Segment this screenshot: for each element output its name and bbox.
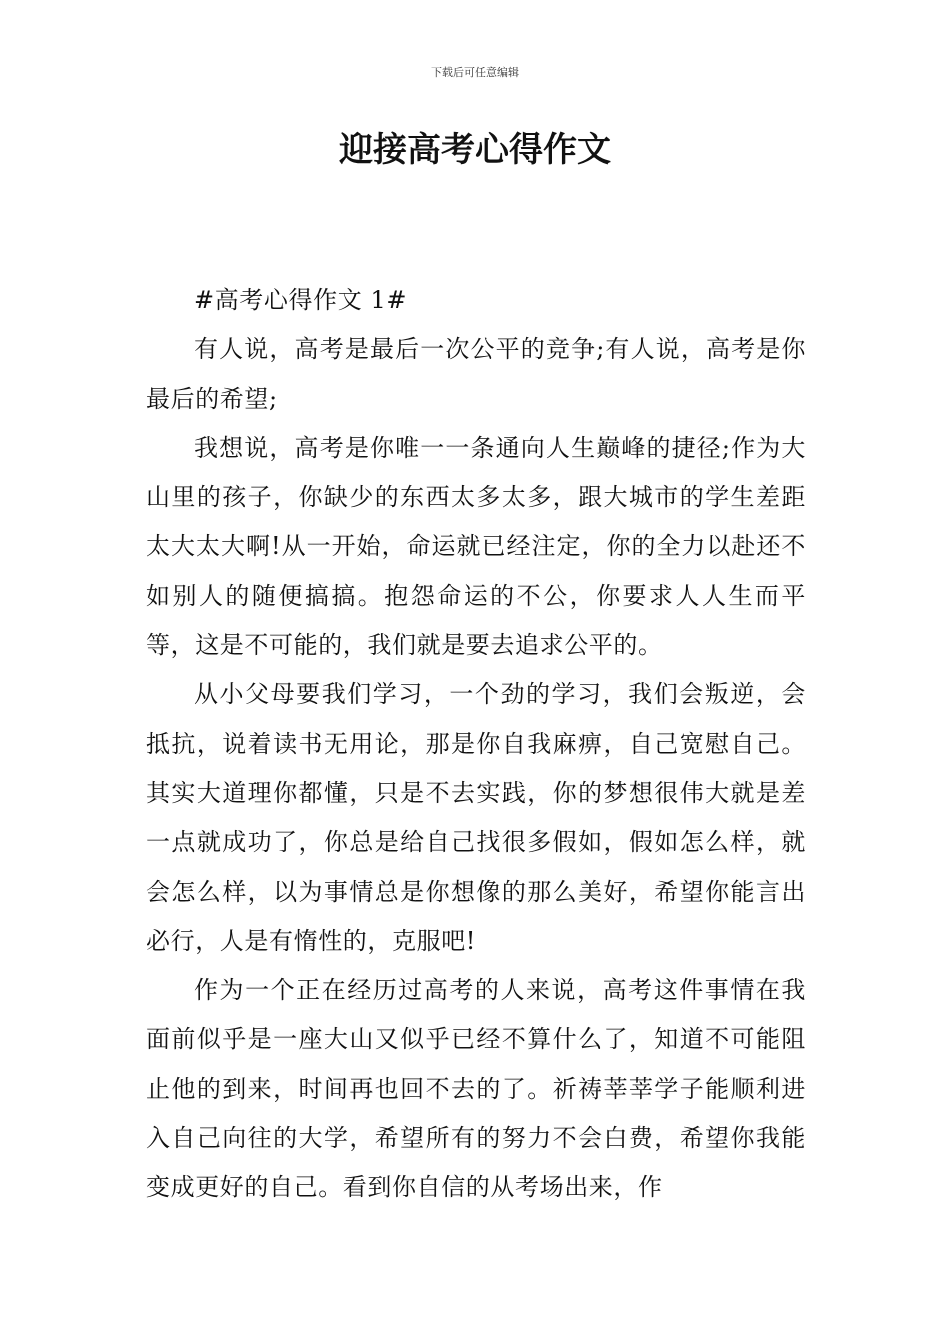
body-paragraph: 我想说，高考是你唯一一条通向人生巅峰的捷径;作为大山里的孩子，你缺少的东西太多太多，跟大城市的学生差距太大太大啊!从一开始，命运就已经注定，你的全力以赴还不如别人的随便搞搞。抱怨命运的不公，你要求人人生而平等，这是不可能的，我们就是要去追求公平的。 xyxy=(146,433,806,660)
section-heading: #高考心得作文 1# xyxy=(194,286,408,314)
document-body xyxy=(146,276,806,1213)
body-paragraph: 从小父母要我们学习，一个劲的学习，我们会叛逆，会抵抗，说着读书无用论，那是你自我麻痹，自己宽慰自己。其实大道理你都懂，只是不去实践，你的梦想很伟大就是差一点就成功了，你总是给自己找很多假如，假如怎么样，就会怎么样，以为事情总是你想像的那么美好，希望你能言出必行，人是有惰性的，克服吧! xyxy=(146,680,806,955)
header-note: 下载后可任意编辑 xyxy=(431,66,519,79)
document-title: 迎接高考心得作文 xyxy=(339,130,611,170)
body-paragraph: 有人说，高考是最后一次公平的竞争;有人说，高考是你最后的希望; xyxy=(146,335,806,413)
body-paragraph: 作为一个正在经历过高考的人来说，高考这件事情在我面前似乎是一座大山又似乎已经不算什么了，知道不可能阻止他的到来，时间再也回不去的了。祈祷莘莘学子能顺利进入自己向往的大学，希望所有的努力不会白费，希望你我能变成更好的自己。看到你自信的从考场出来，作 xyxy=(146,976,806,1202)
